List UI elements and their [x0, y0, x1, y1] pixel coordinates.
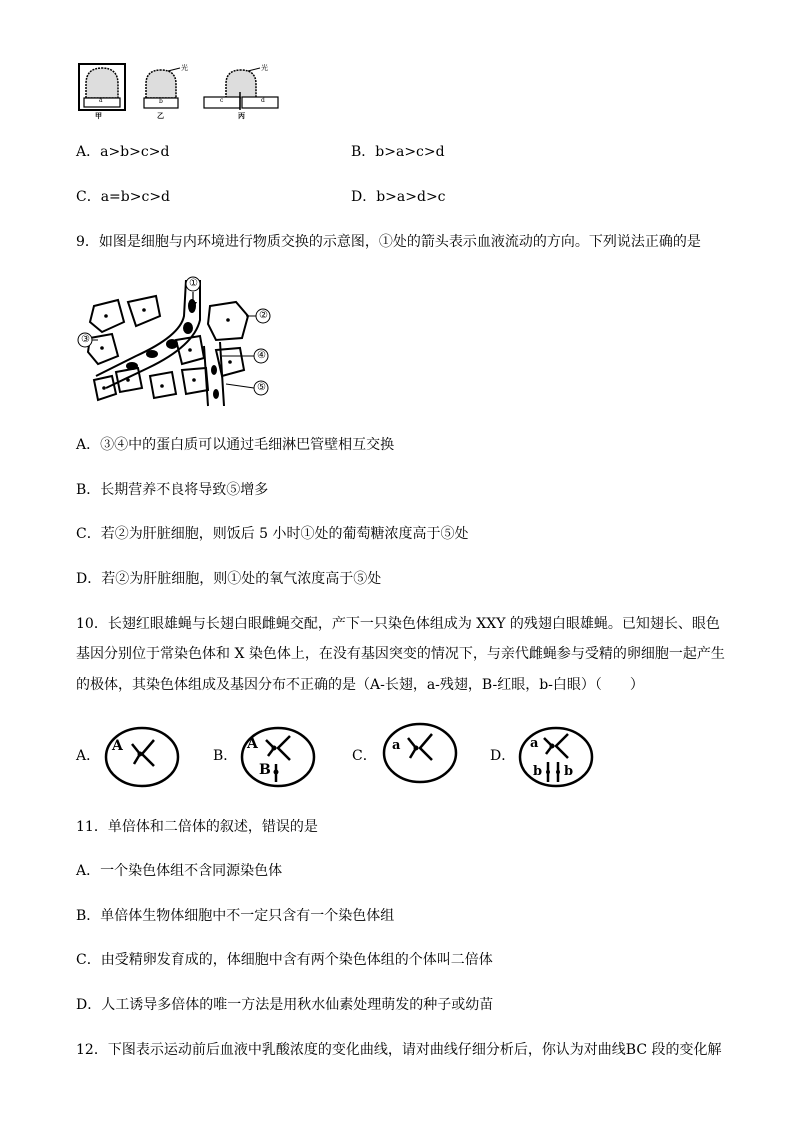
q8-option-b: B．b>a>c>d	[351, 144, 445, 160]
q9-label-4: ④	[257, 350, 266, 361]
q11-option-a: A．一个染色体组不含同源染色体	[76, 863, 283, 879]
q11-option-d: D．人工诱导多倍体的唯一方法是用秋水仙素处理萌发的种子或幼苗	[76, 997, 494, 1013]
q8-option-c: C．a=b>c>d	[76, 189, 171, 205]
q10-cell-b-label-upper: A	[247, 736, 258, 752]
q8-option-a: A．a>b>c>d	[76, 144, 170, 160]
q10-cell-c-label: a	[392, 738, 401, 753]
q8-caption-jia: 甲	[95, 111, 102, 120]
q10-cell-d-label-lower-left: b	[533, 764, 543, 779]
q9-label-5: ⑤	[257, 382, 266, 393]
q10-cell-a-label: A	[112, 738, 123, 754]
q9-stem: 9．如图是细胞与内环境进行物质交换的示意图，①处的箭头表示血液流动的方向。下列说法正确的是	[76, 234, 701, 250]
q9-label-3: ③	[81, 334, 90, 345]
q10-cell-c	[382, 722, 458, 784]
q10-option-b: B．	[213, 748, 238, 764]
q8-label-a: a	[99, 97, 103, 104]
q9-figure	[76, 276, 276, 411]
q9-label-1: ①	[189, 278, 198, 289]
q8-option-d: D．b>a>d>c	[351, 189, 446, 205]
q11-option-c: C．由受精卵发育成的，体细胞中含有两个染色体组的个体叫二倍体	[76, 952, 493, 968]
q10-option-c: C．	[352, 748, 377, 764]
q12-stem: 12．下图表示运动前后血液中乳酸浓度的变化曲线，请对曲线仔细分析后，你认为对曲线BC 段的变化解	[76, 1042, 722, 1058]
q9-option-a: A．③④中的蛋白质可以通过毛细淋巴管壁相互交换	[76, 437, 395, 453]
q10-stem-line3: 的极体，其染色体组成及基因分布不正确的是（A-长翅，a-残翅，B-红眼，b-白眼）（ ）	[76, 677, 644, 693]
q10-cell-d-label-lower-right: b	[564, 764, 574, 779]
q11-stem: 11．单倍体和二倍体的叙述，错误的是	[76, 819, 318, 835]
q10-cell-b-label-lower: B	[259, 762, 271, 778]
q8-light-label-bing: 光	[261, 64, 268, 72]
q8-label-c: c	[220, 97, 224, 104]
q8-label-d: d	[261, 97, 265, 104]
q9-option-d: D．若②为肝脏细胞，则①处的氧气浓度高于⑤处	[76, 571, 382, 587]
q10-cell-a	[104, 726, 180, 788]
q11-option-b: B．单倍体生物体细胞中不一定只含有一个染色体组	[76, 908, 395, 924]
q10-option-a: A．	[76, 748, 101, 764]
q10-stem-line1: 10．长翅红眼雄蝇与长翅白眼雌蝇交配，产下一只染色体组成为 XXY 的残翅白眼雄蝇。已知翅长、眼色	[76, 616, 720, 632]
q9-option-b: B．长期营养不良将导致⑤增多	[76, 482, 269, 498]
q9-option-c: C．若②为肝脏细胞，则饭后 5 小时①处的葡萄糖浓度高于⑤处	[76, 526, 469, 542]
q8-caption-bing: 丙	[238, 111, 245, 120]
q9-label-2: ②	[259, 310, 268, 321]
q10-cell-d-label-upper: a	[530, 736, 539, 751]
q8-caption-yi: 乙	[157, 111, 164, 120]
q8-label-b: b	[159, 98, 163, 105]
q8-light-label-yi: 光	[181, 64, 188, 72]
q8-figure	[76, 62, 306, 124]
q10-option-d: D．	[490, 748, 516, 764]
q10-stem-line2: 基因分别位于常染色体和 X 染色体上，在没有基因突变的情况下，与亲代雌蝇参与受精的卵细胞一起产生	[76, 646, 725, 662]
